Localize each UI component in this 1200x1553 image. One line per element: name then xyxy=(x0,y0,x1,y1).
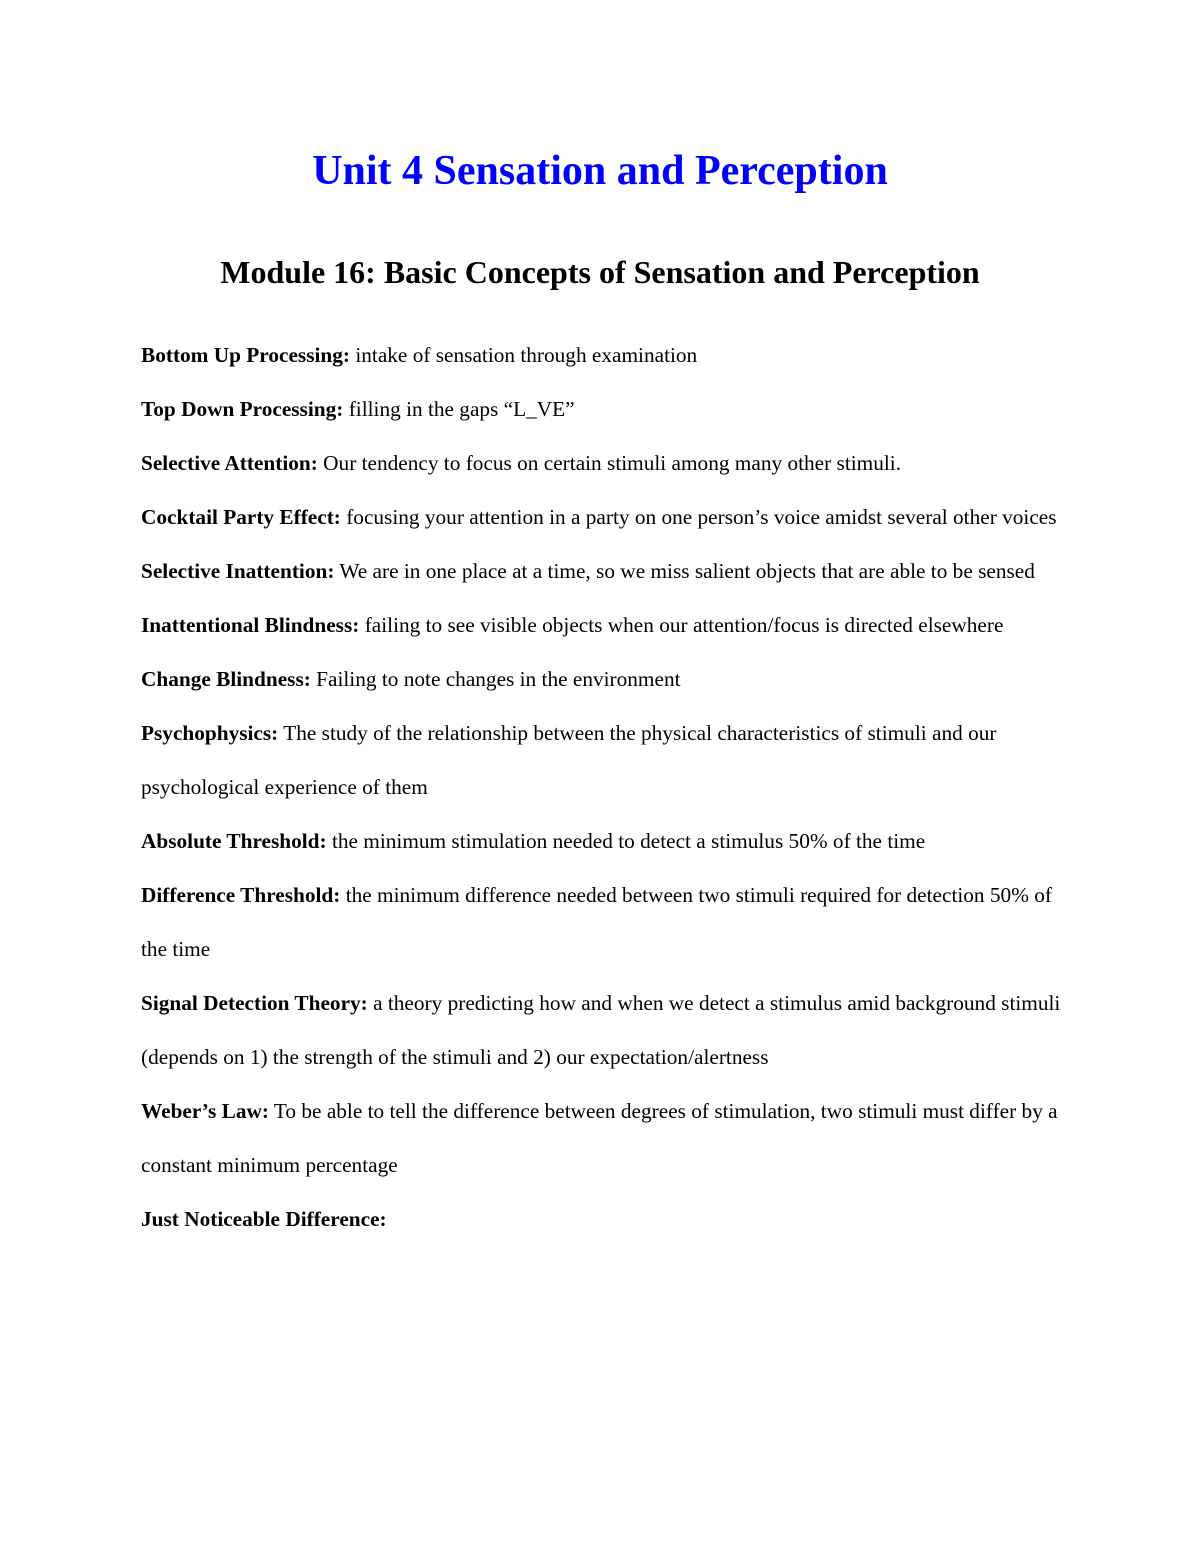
term-entry xyxy=(141,706,1061,814)
term-entry xyxy=(141,976,1061,1084)
term-definition: Failing to note changes in the environment xyxy=(316,667,681,691)
term-label: Selective Attention: xyxy=(141,451,318,475)
term-entry xyxy=(141,544,1061,598)
term-label: Absolute Threshold: xyxy=(141,829,327,853)
term-entry xyxy=(141,868,1061,976)
term-label: Top Down Processing: xyxy=(141,397,344,421)
term-label: Weber’s Law: xyxy=(141,1099,269,1123)
term-label: Inattentional Blindness: xyxy=(141,613,360,637)
term-definition: intake of sensation through examination xyxy=(355,343,698,367)
term-entry xyxy=(141,436,1061,490)
term-definition: We are in one place at a time, so we miss salient objects that are able to be sensed xyxy=(339,559,1035,583)
term-definition: The study of the relationship between the physical characteristics of stimuli and our psychological experience of them xyxy=(141,721,997,799)
term-label: Bottom Up Processing: xyxy=(141,343,351,367)
term-entry xyxy=(141,652,1061,706)
term-entry xyxy=(141,382,1061,436)
term-definition: a theory predicting how and when we detect a stimulus amid background stimuli (depends on 1) the strength of the stimuli and 2) our expectation/alertness xyxy=(141,991,1061,1069)
term-label: Signal Detection Theory: xyxy=(141,991,368,1015)
term-definition: failing to see visible objects when our attention/focus is directed elsewhere xyxy=(364,613,1004,637)
term-label: Psychophysics: xyxy=(141,721,279,745)
module-title: Module 16: Basic Concepts of Sensation and Perception xyxy=(220,254,980,290)
term-definition: filling in the gaps “L_VE” xyxy=(348,397,575,421)
term-entry xyxy=(141,598,1061,652)
term-label: Just Noticeable Difference: xyxy=(141,1207,387,1231)
term-label: Selective Inattention: xyxy=(141,559,335,583)
term-entry xyxy=(141,1084,1061,1192)
term-label: Change Blindness: xyxy=(141,667,311,691)
term-label: Cocktail Party Effect: xyxy=(141,505,341,529)
terms-list xyxy=(141,328,1061,1246)
term-definition: the minimum difference needed between two stimuli required for detection 50% of the time xyxy=(141,883,1052,961)
term-definition: focusing your attention in a party on one person’s voice amidst several other voices xyxy=(346,505,1057,529)
term-label: Difference Threshold: xyxy=(141,883,341,907)
term-definition: the minimum stimulation needed to detect a stimulus 50% of the time xyxy=(331,829,926,853)
term-entry xyxy=(141,490,1061,544)
term-entry xyxy=(141,814,1061,868)
term-definition: To be able to tell the difference between degrees of stimulation, two stimuli must differ by a constant minimum percentage xyxy=(141,1099,1058,1177)
unit-title: Unit 4 Sensation and Perception xyxy=(312,148,888,194)
term-entry xyxy=(141,328,1061,382)
term-entry xyxy=(141,1192,1061,1246)
term-definition: Our tendency to focus on certain stimuli among many other stimuli. xyxy=(323,451,902,475)
